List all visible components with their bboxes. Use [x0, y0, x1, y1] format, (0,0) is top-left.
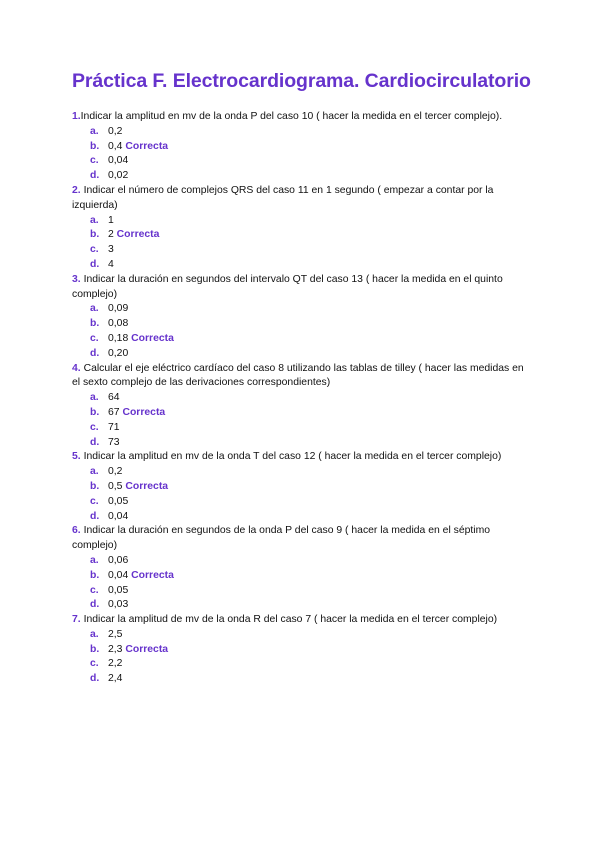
option-value: 67: [108, 406, 120, 418]
option-value: 0,05: [108, 584, 129, 596]
option-d: [72, 436, 532, 451]
correct-label: Correcta: [125, 643, 169, 655]
option-value: 73: [108, 436, 120, 448]
option-c: [72, 154, 532, 169]
option-value: 0,04: [108, 155, 129, 167]
question-prompt: Indicar la amplitud de mv de la onda R del caso 7 ( hacer la medida en el tercer complejo): [83, 614, 498, 626]
question-text: [72, 110, 532, 125]
option-value: 0,05: [108, 495, 129, 507]
question-number: 7.: [72, 614, 81, 626]
option-value: 2,2: [108, 658, 123, 670]
option-list: [72, 628, 532, 687]
option-letter: b.: [90, 229, 100, 241]
option-value: 0,04: [108, 569, 129, 581]
option-list: [72, 214, 532, 273]
page-title: Práctica F. Electrocardiograma. Cardiocirculatorio: [72, 70, 531, 92]
question-2: [72, 184, 532, 273]
question-number: 6.: [72, 525, 81, 537]
option-value: 64: [108, 392, 120, 404]
option-letter: d.: [90, 510, 100, 522]
question-text: [72, 613, 532, 628]
option-value: 0,20: [108, 347, 129, 359]
option-list: [72, 465, 532, 524]
option-value: 2: [108, 229, 114, 241]
option-b: [72, 480, 532, 495]
option-list: [72, 391, 532, 450]
option-a: [72, 554, 532, 569]
question-text: [72, 524, 532, 554]
option-c: [72, 495, 532, 510]
option-letter: a.: [90, 125, 99, 137]
option-letter: a.: [90, 628, 99, 640]
option-letter: c.: [90, 332, 99, 344]
option-value: 0,4: [108, 140, 123, 152]
option-d: [72, 598, 532, 613]
option-value: 71: [108, 421, 120, 433]
correct-label: Correcta: [131, 332, 174, 344]
option-value: 0,06: [108, 554, 129, 566]
correct-label: Correcta: [131, 569, 174, 581]
question-prompt: Calcular el eje eléctrico cardíaco del caso 8 utilizando las tablas de tilley ( hacer las medidas en el sexto complejo de las derivaciones correspondientes): [72, 362, 524, 389]
option-c: [72, 421, 532, 436]
option-letter: a.: [90, 392, 99, 404]
option-c: [72, 332, 532, 347]
question-number: 3.: [72, 273, 81, 285]
option-c: [72, 657, 532, 672]
option-value: 3: [108, 244, 114, 256]
option-value: 4: [108, 258, 114, 270]
option-value: 0,5: [108, 480, 123, 492]
question-number: 5.: [72, 451, 81, 463]
question-1: [72, 110, 532, 184]
option-letter: d.: [90, 258, 100, 270]
question-prompt: Indicar la amplitud en mv de la onda T del caso 12 ( hacer la medida en el tercer complejo): [83, 451, 502, 463]
question-5: [72, 450, 532, 524]
option-value: 2,5: [108, 628, 123, 640]
option-letter: b.: [90, 643, 100, 655]
option-a: [72, 628, 532, 643]
option-b: [72, 643, 532, 658]
option-letter: c.: [90, 658, 99, 670]
question-3: [72, 273, 532, 362]
option-d: [72, 258, 532, 273]
option-a: [72, 465, 532, 480]
option-letter: d.: [90, 436, 100, 448]
option-letter: a.: [90, 466, 99, 478]
option-value: 0,08: [108, 318, 129, 330]
option-letter: b.: [90, 406, 100, 418]
option-letter: b.: [90, 480, 100, 492]
option-letter: d.: [90, 599, 100, 611]
option-letter: d.: [90, 673, 100, 685]
question-prompt: Indicar la duración en segundos del intervalo QT del caso 13 ( hacer la medida en el quinto complejo): [72, 273, 503, 300]
question-prompt: Indicar la duración en segundos de la onda P del caso 9 ( hacer la medida en el séptimo complejo): [72, 525, 491, 552]
option-value: 0,03: [108, 599, 129, 611]
option-letter: c.: [90, 584, 99, 596]
question-text: [72, 273, 532, 303]
option-d: [72, 510, 532, 525]
question-6: [72, 524, 532, 613]
question-text: [72, 362, 532, 392]
correct-label: Correcta: [125, 140, 169, 152]
option-value: 2,3: [108, 643, 123, 655]
option-letter: b.: [90, 318, 100, 330]
option-b: [72, 569, 532, 584]
correct-label: Correcta: [122, 406, 166, 418]
question-number: 1.: [72, 111, 81, 122]
option-value: 0,02: [108, 170, 129, 182]
option-c: [72, 243, 532, 258]
correct-label: Correcta: [116, 229, 160, 241]
option-b: [72, 317, 532, 332]
question-4: [72, 362, 532, 451]
option-list: [72, 554, 532, 613]
option-letter: b.: [90, 140, 100, 152]
option-list: [72, 302, 532, 361]
option-letter: b.: [90, 569, 100, 581]
option-b: [72, 140, 532, 155]
option-value: 0,2: [108, 125, 123, 137]
option-d: [72, 672, 532, 687]
option-d: [72, 169, 532, 184]
option-a: [72, 214, 532, 229]
question-7: [72, 613, 532, 687]
option-list: [72, 125, 532, 184]
correct-label: Correcta: [125, 480, 169, 492]
question-prompt: Indicar la amplitud en mv de la onda P del caso 10 ( hacer la medida en el tercer complejo).: [80, 111, 503, 122]
option-value: 2,4: [108, 673, 123, 685]
option-b: [72, 406, 532, 421]
option-letter: c.: [90, 244, 99, 256]
question-list: [72, 110, 532, 687]
option-letter: c.: [90, 495, 99, 507]
option-value: 0,04: [108, 510, 129, 522]
question-text: [72, 450, 532, 465]
option-letter: c.: [90, 155, 99, 167]
option-a: [72, 125, 532, 140]
question-number: 2.: [72, 184, 81, 196]
option-letter: a.: [90, 554, 99, 566]
option-value: 1: [108, 214, 114, 226]
option-a: [72, 391, 532, 406]
option-value: 0,09: [108, 303, 129, 315]
option-c: [72, 584, 532, 599]
question-text: [72, 184, 532, 214]
question-prompt: Indicar el número de complejos QRS del caso 11 en 1 segundo ( empezar a contar por la izquierda): [72, 184, 494, 211]
option-d: [72, 347, 532, 362]
option-letter: a.: [90, 303, 99, 315]
option-letter: a.: [90, 214, 99, 226]
option-value: 0,2: [108, 466, 123, 478]
option-a: [72, 302, 532, 317]
option-letter: d.: [90, 170, 100, 182]
option-letter: d.: [90, 347, 100, 359]
question-number: 4.: [72, 362, 81, 374]
option-value: 0,18: [108, 332, 129, 344]
option-b: [72, 228, 532, 243]
option-letter: c.: [90, 421, 99, 433]
